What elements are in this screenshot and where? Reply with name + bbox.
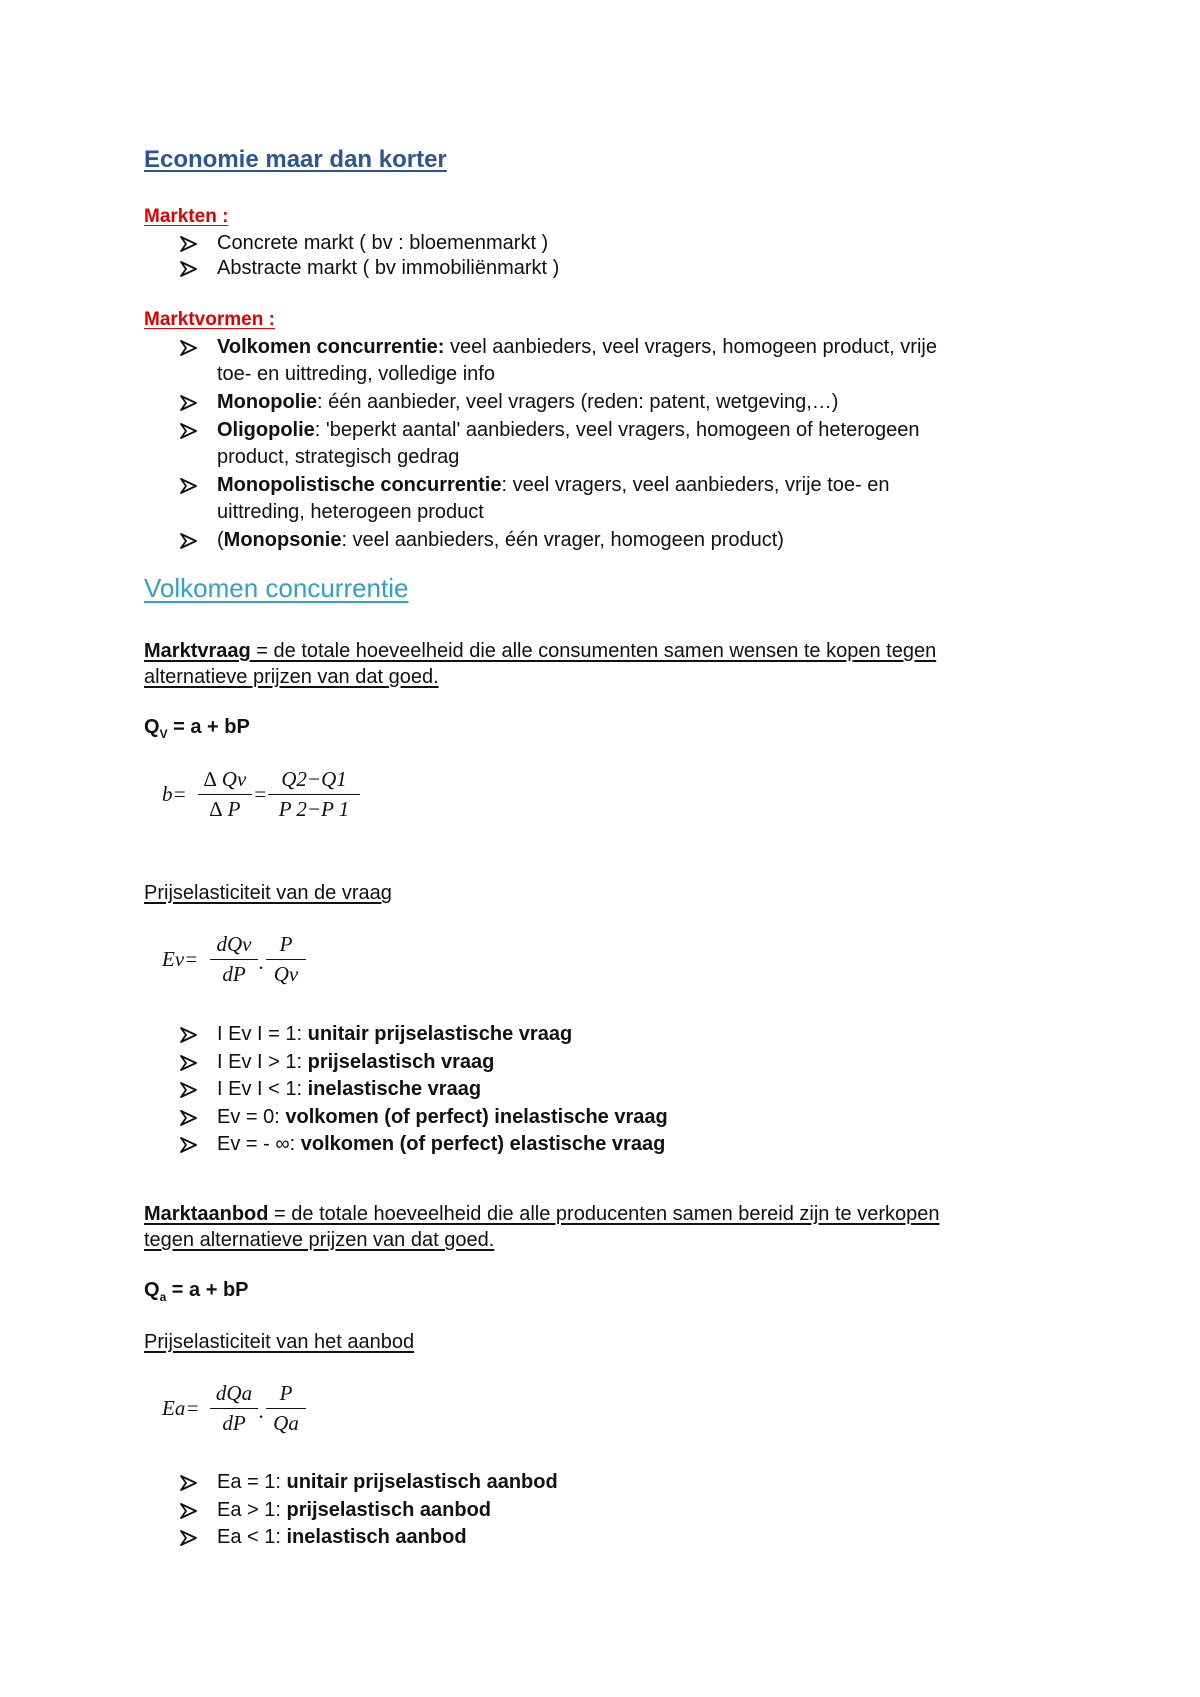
marktvormen-item xyxy=(217,527,784,554)
ea-item-1-arrow-icon xyxy=(180,1503,200,1519)
qv-q: Q xyxy=(144,716,160,738)
marktvormen-item-3-arrow-icon xyxy=(180,478,200,494)
ea-formula-den1: dP xyxy=(222,1411,246,1435)
ev-item-label: volkomen (of perfect) elastische vraag xyxy=(300,1133,666,1155)
ea-item-condition: Ea = 1: xyxy=(217,1471,287,1493)
marktvormen-item xyxy=(217,417,920,444)
marktvormen-item-term: Volkomen concurrentie: xyxy=(217,336,445,358)
markten-item xyxy=(217,230,548,257)
marktvormen-item-continuation xyxy=(217,444,459,471)
marktvraag-term: Marktvraag xyxy=(144,640,251,662)
ea-item xyxy=(217,1497,491,1524)
ev-formula-dot: . xyxy=(259,950,265,974)
marktvormen-item-1-arrow-icon xyxy=(180,395,200,411)
marktvraag-definition xyxy=(144,638,936,665)
qv-subscript: V xyxy=(159,727,168,741)
marktvormen-item-term: Monopolistische concurrentie xyxy=(217,474,502,496)
ev-formula-num1: dQv xyxy=(210,932,258,960)
ev-item-condition: I Ev I = 1: xyxy=(217,1023,308,1045)
markten-item-text: Concrete markt ( bv : bloemenmarkt ) xyxy=(217,232,549,254)
ev-item-condition: Ev = - ∞: xyxy=(217,1133,301,1155)
ev-item xyxy=(217,1076,481,1103)
ea-formula-lhs: Ea= xyxy=(162,1396,200,1420)
section-heading-volkomen: Volkomen concurrentie xyxy=(144,573,409,603)
ev-formula-lhs: Ev= xyxy=(162,947,199,971)
ea-formula-num1: dQa xyxy=(210,1381,258,1409)
ev-item-condition: I Ev I < 1: xyxy=(217,1078,308,1100)
markten-item-1-arrow-icon xyxy=(180,261,200,277)
marktvormen-item-continuation xyxy=(217,499,484,526)
marktvormen-item-text: : veel vragers, veel aanbieders, vrije toe- en xyxy=(501,474,890,496)
marktvormen-item xyxy=(217,389,838,416)
marktvormen-item-line2: uittreding, heterogeen product xyxy=(217,501,484,523)
marktvormen-item xyxy=(217,334,937,361)
qa-q: Q xyxy=(144,1279,160,1301)
marktvormen-item-line2: toe- en uittreding, volledige info xyxy=(217,363,495,385)
ev-item xyxy=(217,1021,572,1048)
ev-item-4-arrow-icon xyxy=(180,1137,200,1153)
marktvormen-item-2-arrow-icon xyxy=(180,423,200,439)
ev-formula-den2: Qv xyxy=(273,962,299,986)
b-formula-eq: = xyxy=(253,782,268,806)
ea-item-label: inelastisch aanbod xyxy=(286,1526,467,1548)
qa-rest: = a + bP xyxy=(166,1279,249,1301)
ev-item-label: unitair prijselastische vraag xyxy=(307,1023,573,1045)
ev-item xyxy=(217,1049,494,1076)
ev-item-2-arrow-icon xyxy=(180,1082,200,1098)
b-formula-den2: P 2−P 1 xyxy=(278,797,350,821)
markten-heading: Markten : xyxy=(144,206,229,227)
ev-item-condition: I Ev I > 1: xyxy=(217,1051,308,1073)
marktvormen-item-continuation xyxy=(217,361,495,388)
b-formula-den1: ∆ P xyxy=(209,797,241,821)
qv-formula xyxy=(144,714,250,748)
document-title: Economie maar dan korter xyxy=(144,146,447,173)
ev-item-label: volkomen (of perfect) inelastische vraag xyxy=(285,1106,668,1128)
ea-item-condition: Ea > 1: xyxy=(217,1499,287,1521)
ea-item-condition: Ea < 1: xyxy=(217,1526,287,1548)
qv-rest: = a + bP xyxy=(167,716,250,738)
marktaanbod-def-line2: tegen alternatieve prijzen van dat goed. xyxy=(144,1229,495,1251)
marktaanbod-def-line1: = de totale hoeveelheid die alle producenten samen bereid zijn te verkopen xyxy=(268,1203,940,1225)
b-formula-fraction2 xyxy=(268,767,360,822)
ea-item xyxy=(217,1524,467,1551)
marktvraag-def-line1: = de totale hoeveelheid die alle consumenten samen wensen te kopen tegen xyxy=(250,640,937,662)
ea-formula-fraction1 xyxy=(210,1381,258,1436)
marktvormen-item-text: : 'beperkt aantal' aanbieders, veel vragers, homogeen of heterogeen xyxy=(314,419,920,441)
ev-item-3-arrow-icon xyxy=(180,1110,200,1126)
marktvormen-item-4-arrow-icon xyxy=(180,533,200,549)
ea-item-2-arrow-icon xyxy=(180,1530,200,1546)
markten-item xyxy=(217,255,559,282)
marktvormen-item-line2: product, strategisch gedrag xyxy=(217,446,460,468)
ev-formula-fraction1 xyxy=(210,932,258,987)
b-formula-lhs: b= xyxy=(162,782,187,806)
ev-item-label: prijselastisch vraag xyxy=(307,1051,495,1073)
b-formula-fraction1 xyxy=(198,767,252,822)
ev-item xyxy=(217,1104,668,1131)
marktvormen-item-0-arrow-icon xyxy=(180,340,200,356)
ev-formula-fraction2 xyxy=(266,932,306,987)
marktvraag-def-line2: alternatieve prijzen van dat goed. xyxy=(144,666,439,688)
marktvormen-item xyxy=(217,472,889,499)
ea-formula-den2: Qa xyxy=(273,1411,299,1435)
ev-item-condition: Ev = 0: xyxy=(217,1106,286,1128)
marktvormen-item-term: Oligopolie xyxy=(217,419,315,441)
ea-formula-num2: P xyxy=(266,1381,306,1409)
marktvormen-item-text: veel aanbieders, veel vragers, homogeen product, vrije xyxy=(444,336,937,358)
markten-item-0-arrow-icon xyxy=(180,236,200,252)
ev-formula-num2: P xyxy=(266,932,306,960)
ea-formula-fraction2 xyxy=(266,1381,306,1436)
ea-item-label: unitair prijselastisch aanbod xyxy=(286,1471,558,1493)
marktvormen-item-text: : één aanbieder, veel vragers (reden: patent, wetgeving,…) xyxy=(316,391,839,413)
ea-item-0-arrow-icon xyxy=(180,1475,200,1491)
ev-item-1-arrow-icon xyxy=(180,1055,200,1071)
qa-formula xyxy=(144,1277,249,1311)
marktvormen-item-term: Monopsonie xyxy=(223,529,342,551)
ea-item xyxy=(217,1469,558,1496)
elasticity-supply-heading: Prijselasticiteit van het aanbod xyxy=(144,1331,415,1353)
b-formula-num2: Q2−Q1 xyxy=(268,767,360,795)
marktaanbod-term: Marktaanbod xyxy=(144,1203,269,1225)
marktaanbod-definition xyxy=(144,1201,939,1228)
ev-formula-den1: dP xyxy=(222,962,246,986)
ea-item-label: prijselastisch aanbod xyxy=(286,1499,492,1521)
ev-item xyxy=(217,1131,665,1158)
ev-item-label: inelastische vraag xyxy=(307,1078,482,1100)
markten-item-text: Abstracte markt ( bv immobiliënmarkt ) xyxy=(217,257,560,279)
marktvormen-item-term: Monopolie xyxy=(217,391,317,413)
marktvormen-heading: Marktvormen : xyxy=(144,309,275,330)
marktvormen-item-prefix: ( xyxy=(217,529,224,551)
qa-subscript: a xyxy=(159,1290,167,1304)
ev-item-0-arrow-icon xyxy=(180,1027,200,1043)
ea-formula-dot: . xyxy=(259,1399,265,1423)
b-formula-num1: ∆ Qv xyxy=(198,767,252,795)
marktvormen-item-text: : veel aanbieders, één vrager, homogeen product) xyxy=(341,529,784,551)
elasticity-demand-heading: Prijselasticiteit van de vraag xyxy=(144,882,392,904)
